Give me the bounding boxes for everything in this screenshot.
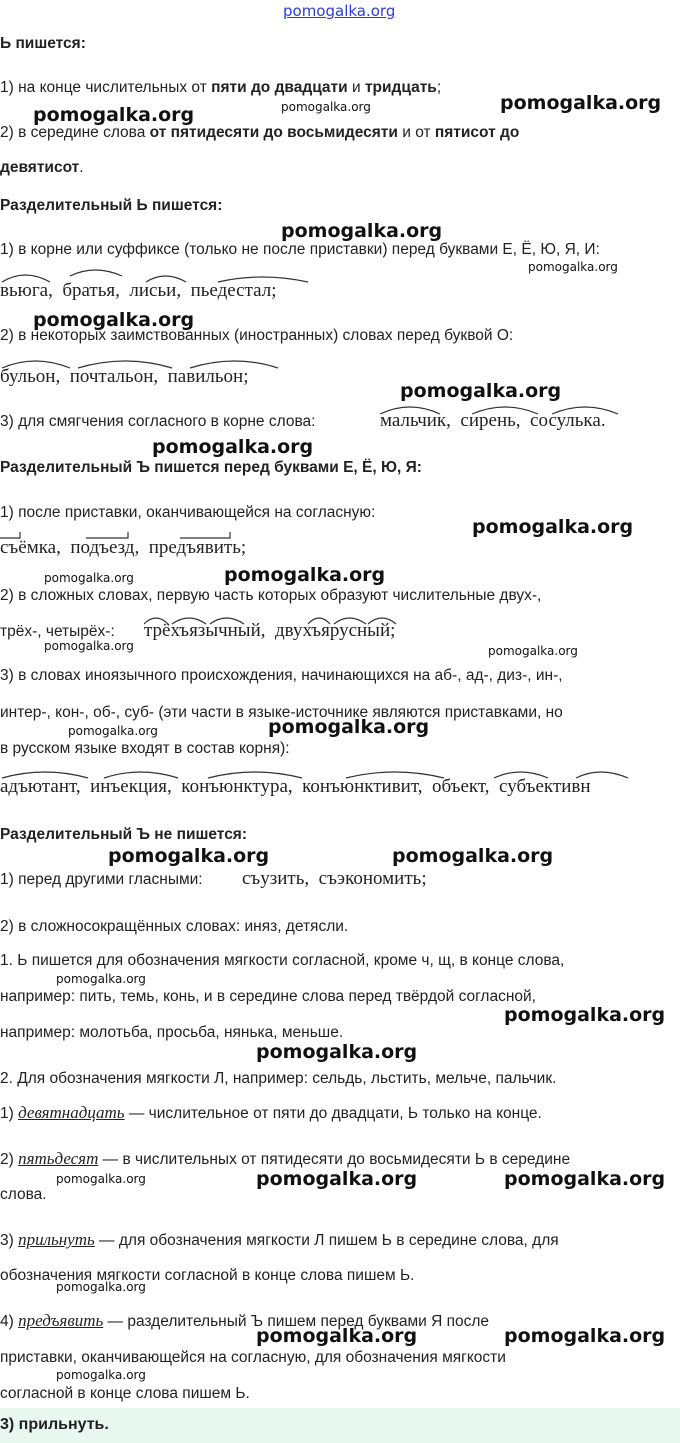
soft-heading: Ь пишется: <box>0 35 86 52</box>
analysis-4: 4) предъявить — разделительный Ъ пишем перед буквами Я после <box>0 1311 490 1330</box>
example-word: съёмка <box>0 537 57 558</box>
analysis-2-cont: слова. <box>0 1186 47 1203</box>
watermark: pomogalka.org <box>33 309 195 331</box>
watermark: pomogalka.org <box>504 1004 666 1026</box>
example-word: съэкономить <box>318 868 422 889</box>
watermark: pomogalka.org <box>56 1368 146 1382</box>
sep-soft-rule-1: 1) в корне или суффиксе (только не после приставки) перед буквами Е, Ё, Ю, Я, И: <box>0 241 600 258</box>
sep-hard-rule-1: 1) после приставки, оканчивающейся на согласную: <box>0 504 376 521</box>
soft-rule-1: 1) на конце числительных от пяти до двадцати и тридцать; <box>0 79 442 96</box>
watermark: pomogalka.org <box>472 516 634 538</box>
note-1: 1. Ь пишется для обозначения мягкости согласной, кроме ч, щ, в конце слова, <box>0 952 565 969</box>
analyzed-word: предъявить <box>18 1311 104 1330</box>
sep-soft-heading: Разделительный Ь пишется: <box>0 197 223 214</box>
sep-hard-rule-2-cont: трёх-, четырёх-: <box>0 623 115 640</box>
watermark: pomogalka.org <box>256 1325 418 1347</box>
example-word: мальчик <box>380 410 447 431</box>
watermark: pomogalka.org <box>68 724 158 738</box>
analysis-2: 2) пятьдесят — в числительных от пятидесяти до восьмидесяти Ь в середине <box>0 1149 571 1168</box>
soft-rule-2: 2) в середине слова от пятидесяти до восьмидесяти и от пятисот до <box>0 124 520 141</box>
analysis-3-cont: обозначения мягкости согласной в конце слова пишем Ь. <box>0 1267 415 1284</box>
example-word: братья <box>62 280 116 301</box>
sep-hard-rule-3: 3) в словах иноязычного происхождения, начинающихся на аб-, ад-, диз-, ин-, <box>0 667 563 684</box>
note-2: 2. Для обозначения мягкости Л, например: сельдь, льстить, мельче, пальчик. <box>0 1070 557 1087</box>
watermark: pomogalka.org <box>504 1325 666 1347</box>
example-word: предъявить <box>148 537 241 558</box>
sep-hard-heading: Разделительный Ъ пишется перед буквами Е, Ё, Ю, Я: <box>0 459 422 476</box>
root-arcs <box>0 266 330 286</box>
analyzed-word: пятьдесят <box>18 1149 99 1168</box>
watermark: pomogalka.org <box>400 380 562 402</box>
analysis-4-cont1: приставки, оканчивающейся на согласную, для обозначения мягкости <box>0 1349 506 1366</box>
example-word: двухъярусный <box>275 620 391 641</box>
watermark: pomogalka.org <box>44 639 134 653</box>
sep-hard-rule-3-cont1: интер-, кон-, об-, суб- (эти части в языке-источнике являются приставками, но <box>0 704 563 721</box>
watermark: pomogalka.org <box>224 564 386 586</box>
site-link[interactable]: pomogalka.org <box>283 2 396 20</box>
no-hard-rule-1: 1) перед другими гласными: <box>0 871 203 888</box>
analyzed-word: девятнадцать <box>18 1103 125 1122</box>
watermark: pomogalka.org <box>256 1168 418 1190</box>
watermark: pomogalka.org <box>33 104 195 126</box>
watermark: pomogalka.org <box>56 1280 146 1294</box>
sep-hard-rule-3-cont2: в русском языке входят в состав корня): <box>0 740 290 757</box>
root-arcs <box>144 608 474 628</box>
prefix-marks <box>0 530 300 542</box>
sep-hard-examples-1: съёмка, подъезд, предъявить; <box>0 537 247 558</box>
example-word: павильон <box>167 366 244 387</box>
root-arcs <box>0 352 290 372</box>
watermark: pomogalka.org <box>392 845 554 867</box>
watermark: pomogalka.org <box>56 1172 146 1186</box>
watermark: pomogalka.org <box>108 845 270 867</box>
example-word: адъютант <box>0 776 76 797</box>
example-word: лисьи <box>129 280 177 301</box>
example-word: подъезд <box>70 537 135 558</box>
watermark: pomogalka.org <box>504 1168 666 1190</box>
sep-soft-examples-3: мальчик, сирень, сосулька. <box>380 410 606 431</box>
sep-hard-examples-2: трёхъязычный, двухъярусный; <box>144 620 396 641</box>
sep-soft-examples-2: бульон, почтальон, павильон; <box>0 366 249 387</box>
example-word: трёхъязычный <box>144 620 261 641</box>
sep-soft-rule-3: 3) для смягчения согласного в корне слова: <box>0 413 316 430</box>
watermark: pomogalka.org <box>281 100 371 114</box>
sep-soft-rule-2: 2) в некоторых заимствованных (иностранных) словах перед буквой О: <box>0 327 514 344</box>
example-word: почтальон <box>69 366 154 387</box>
root-arcs <box>0 762 680 782</box>
sep-soft-examples-1: вьюга, братья, лисьи, пьедестал; <box>0 280 277 301</box>
note-1-cont1: например: пить, темь, конь, и в середине слова перед твёрдой согласной, <box>0 988 536 1005</box>
sep-hard-examples-3: адъютант, инъекция, конъюнктура, конъюнктивит, объект, субъективн <box>0 776 591 797</box>
example-word: субъективн <box>499 776 591 797</box>
example-word: объект <box>431 776 485 797</box>
analysis-1: 1) девятнадцать — числительное от пяти до двадцати, Ь только на конце. <box>0 1103 542 1122</box>
watermark: pomogalka.org <box>56 972 146 986</box>
no-hard-examples-1: съузить, съэкономить; <box>242 868 427 889</box>
example-word: инъекция <box>90 776 168 797</box>
analysis-4-cont2: согласной в конце слова пишем Ь. <box>0 1385 250 1402</box>
no-hard-rule-2: 2) в сложносокращённых словах: иняз, детясли. <box>0 918 349 935</box>
analyzed-word: прильнуть <box>18 1230 95 1249</box>
no-hard-heading: Разделительный Ъ не пишется: <box>0 826 248 843</box>
answer-box <box>0 1408 680 1443</box>
example-word: съузить <box>242 868 305 889</box>
watermark: pomogalka.org <box>528 260 618 274</box>
example-word: пьедестал <box>190 280 272 301</box>
watermark: pomogalka.org <box>268 716 430 738</box>
example-word: конъюнктивит <box>302 776 418 797</box>
answer-text: 3) прильнуть. <box>0 1416 109 1433</box>
watermark: pomogalka.org <box>44 571 134 585</box>
example-word: бульон <box>0 366 56 387</box>
example-word: сосулька <box>530 410 601 431</box>
note-1-cont2: например: молотьба, просьба, нянька, меньше. <box>0 1024 344 1041</box>
watermark: pomogalka.org <box>500 92 662 114</box>
sep-hard-rule-2: 2) в сложных словах, первую часть которых образуют числительные двух-, <box>0 587 542 604</box>
example-word: вьюга <box>0 280 49 301</box>
example-word: сирень <box>460 410 516 431</box>
example-word: конъюнктура <box>181 776 288 797</box>
analysis-3: 3) прильнуть — для обозначения мягкости Л пишем Ь в середине слова, для <box>0 1230 559 1249</box>
watermark: pomogalka.org <box>152 436 314 458</box>
watermark: pomogalka.org <box>256 1041 418 1063</box>
watermark: pomogalka.org <box>488 644 578 658</box>
soft-rule-2-cont: девятисот. <box>0 159 84 176</box>
watermark: pomogalka.org <box>281 220 443 242</box>
